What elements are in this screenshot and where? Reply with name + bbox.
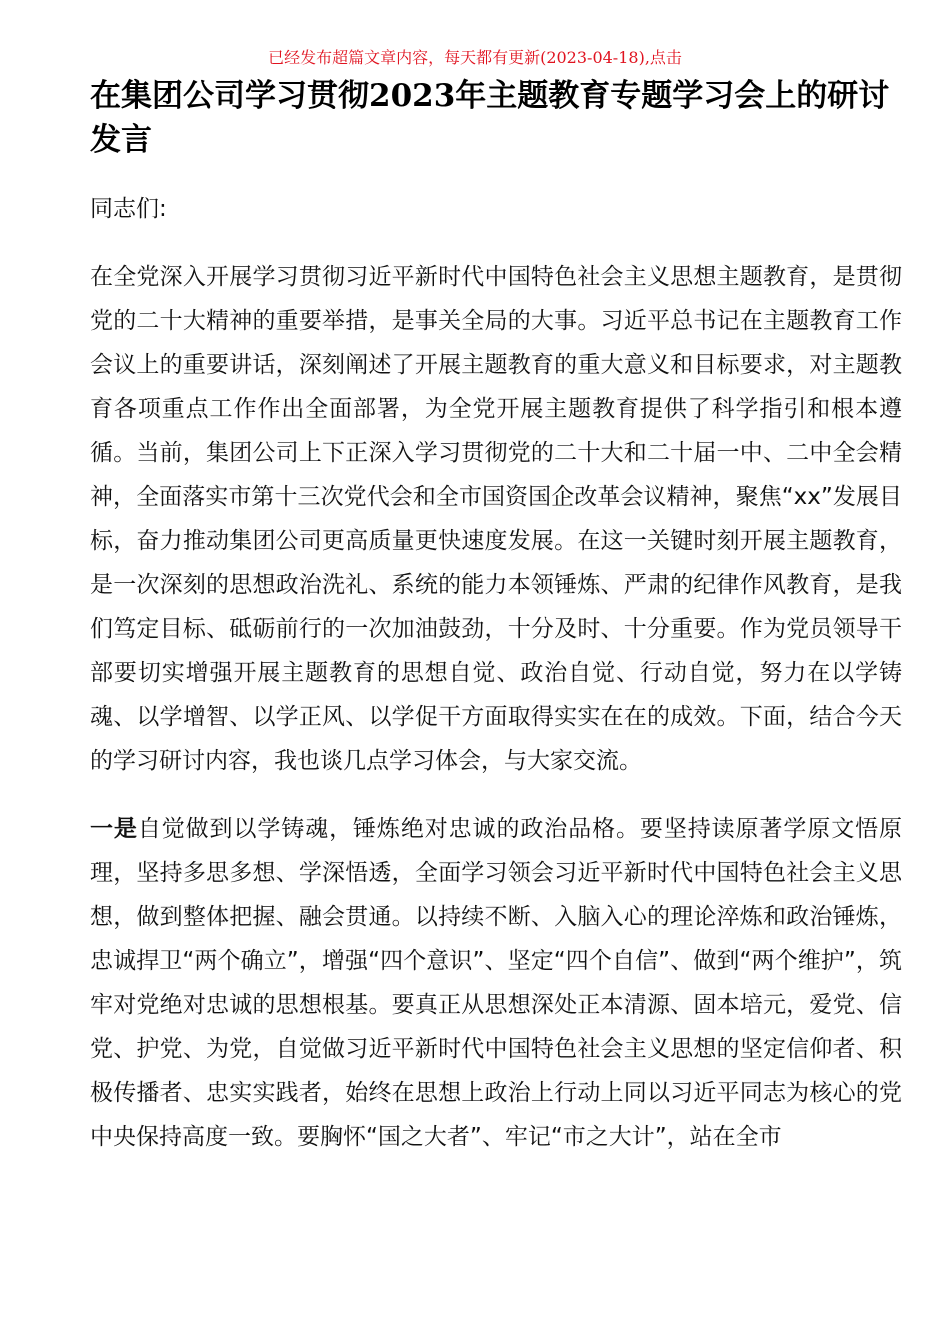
promo-banner[interactable]: 已经发布超篇文章内容，每天都有更新(2023-04-18),点击: [268, 48, 682, 67]
salutation: 同志们:: [90, 196, 167, 222]
paragraph-text: 自觉做到以学铸魂，锤炼绝对忠诚的政治品格。要坚持读原著学原文悟原理，坚持多思多想、学深悟透，全面学习领会习近平新时代中国特色社会主义思想，做到整体把握、融会贯通。以持续不断、入脑入心的理论淬炼和政治锤炼，忠诚捍卫“两个确立”，增强“四个意识”、坚定“四个自信”、做到“两个维护”，筑牢对党绝对忠诚的思想根基。要真正从思想深处正本清源、固本培元，爱党、信党、护党、为党，自觉做习近平新时代中国特色社会主义思想的坚定信仰者、积极传播者、忠实实践者，始终在思想上政治上行动上同以习近平同志为核心的党中央保持高度一致。要胸怀“国之大者”、牢记“市之大计”，站在全市: [90, 816, 903, 1150]
document-title: 在集团公司学习贯彻2023年主题教育专题学习会上的研讨发言: [90, 78, 890, 158]
paragraph-intro: [90, 255, 902, 783]
paragraph-lead: 一是: [90, 816, 138, 842]
paragraph-text: 在全党深入开展学习贯彻习近平新时代中国特色社会主义思想主题教育，是贯彻党的二十大精神的重要举措，是事关全局的大事。习近平总书记在主题教育工作会议上的重要讲话，深刻阐述了开展主题教育的重大意义和目标要求，对主题教育各项重点工作作出全面部署，为全党开展主题教育提供了科学指引和根本遵循。当前，集团公司上下正深入学习贯彻党的二十大和二十届一中、二中全会精神，全面落实市第十三次党代会和全市国资国企改革会议精神，聚焦“xx”发展目标，奋力推动集团公司更高质量更快速度发展。在这一关键时刻开展主题教育，是一次深刻的思想政治洗礼、系统的能力本领锤炼、严肃的纪律作风教育，是我们笃定目标、砥砺前行的一次加油鼓劲，十分及时、十分重要。作为党员领导干部要切实增强开展主题教育的思想自觉、政治自觉、行动自觉，努力在以学铸魂、以学增智、以学正风、以学促干方面取得实实在在的成效。下面，结合今天的学习研讨内容，我也谈几点学习体会，与大家交流。: [90, 264, 902, 774]
paragraph-point-one: [90, 807, 902, 1159]
document-page: [90, 74, 902, 1159]
